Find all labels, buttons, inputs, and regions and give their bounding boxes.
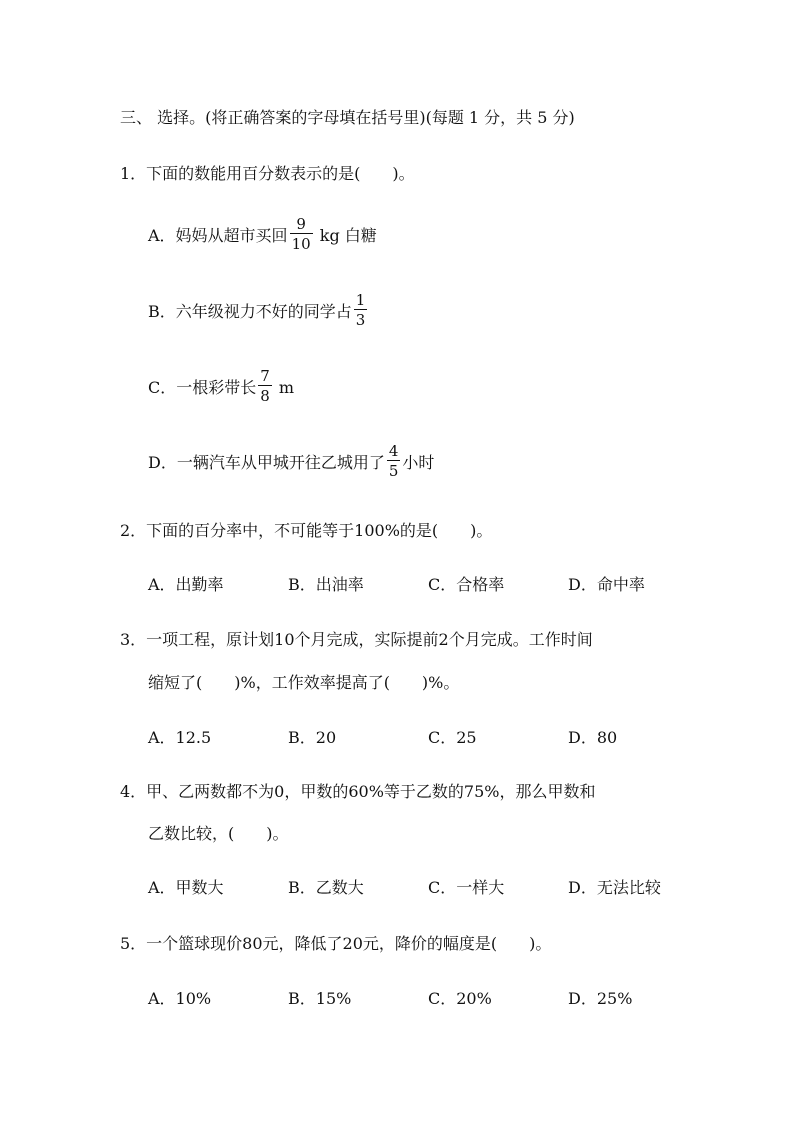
question-1-option-c [148, 369, 294, 408]
question-2-option-c: C．合格率 [428, 575, 505, 594]
question-2-option-b: B．出油率 [288, 575, 364, 594]
denominator: 10 [291, 235, 311, 253]
section-title: 三、 选择。(将正确答案的字母填在括号里)(每题 1 分，共 5 分) [120, 108, 575, 127]
option-text: A．妈妈从超市买回 [148, 226, 288, 245]
question-2-option-d: D．命中率 [568, 575, 645, 594]
option-text: 小时 [402, 453, 435, 472]
option-text: B．六年级视力不好的同学占 [148, 302, 352, 321]
question-3-option-c: C．25 [428, 728, 477, 747]
question-4-stem: 4．甲、乙两数都不为0，甲数的60%等于乙数的75%，那么甲数和 [120, 782, 596, 801]
question-4-option-b: B．乙数大 [288, 878, 364, 897]
question-3-option-d: D．80 [568, 728, 618, 747]
numerator: 1 [355, 291, 366, 309]
denominator: 3 [355, 311, 366, 329]
question-2-stem: 2．下面的百分率中，不可能等于100%的是( )。 [120, 521, 493, 540]
option-text: D．一辆汽车从甲城开往乙城用了 [148, 453, 385, 472]
question-4-option-a: A．甲数大 [148, 878, 224, 897]
question-1-option-b [148, 293, 369, 332]
question-4-option-c: C．一样大 [428, 878, 505, 897]
question-3-stem: 3．一项工程，原计划10个月完成，实际提前2个月完成。工作时间 [120, 630, 593, 649]
question-3-stem-cont: 缩短了( )%，工作效率提高了( )%。 [148, 673, 460, 692]
denominator: 5 [388, 462, 399, 480]
numerator: 9 [290, 215, 313, 234]
question-4-stem-cont: 乙数比较，( )。 [148, 824, 289, 843]
question-1-stem: 1．下面的数能用百分数表示的是( )。 [120, 164, 415, 183]
question-5-stem: 5．一个篮球现价80元，降低了20元，降价的幅度是( )。 [120, 934, 552, 953]
question-4-option-d: D．无法比较 [568, 878, 661, 897]
question-1-option-d [148, 444, 434, 483]
question-2-option-a: A．出勤率 [148, 575, 224, 594]
question-1-option-a [148, 217, 377, 256]
option-text: m [273, 378, 295, 397]
fraction [354, 291, 368, 330]
fraction [387, 442, 401, 481]
question-3-option-b: B．20 [288, 728, 337, 747]
question-3-option-a: A．12.5 [148, 728, 212, 747]
fraction [290, 215, 313, 254]
question-5-option-b: B．15% [288, 989, 352, 1008]
question-5-option-d: D．25% [568, 989, 633, 1008]
question-5-option-a: A．10% [148, 989, 212, 1008]
numerator: 4 [388, 442, 399, 460]
question-5-option-c: C．20% [428, 989, 492, 1008]
denominator: 8 [260, 387, 270, 405]
option-text: C．一根彩带长 [148, 378, 257, 397]
fraction [258, 367, 272, 406]
option-text: kg 白糖 [314, 226, 377, 245]
numerator: 7 [260, 367, 270, 385]
